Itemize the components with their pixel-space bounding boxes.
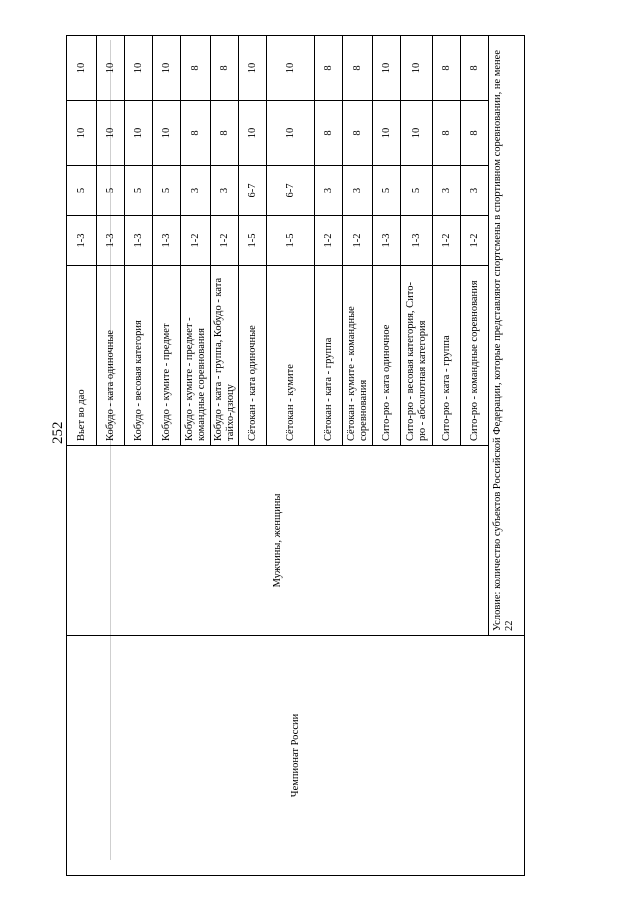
subjects-cell: 10 [125,101,153,166]
discipline-cell: Сито-рю - командные соревнования [461,266,489,446]
competition-cell: Чемпионат России [67,636,525,876]
competitors-cell: 10 [97,36,125,101]
subjects-cell: 10 [401,101,433,166]
places-cell: 1-3 [401,216,433,266]
discipline-cell: Сётокан - ката - группа [315,266,343,446]
teams-cell: 5 [125,166,153,216]
discipline-cell: Кобудо - кумите - предмет - командные соревнования [181,266,211,446]
places-cell: 1-2 [433,216,461,266]
places-cell: 1-3 [153,216,181,266]
subjects-cell: 8 [211,101,239,166]
page-number: 252 [50,421,66,444]
teams-cell: 5 [97,166,125,216]
subjects-cell: 10 [67,101,97,166]
teams-cell: 3 [461,166,489,216]
places-cell: 1-3 [67,216,97,266]
teams-cell: 3 [211,166,239,216]
subjects-cell: 8 [315,101,343,166]
competitors-cell: 8 [211,36,239,101]
teams-cell: 3 [343,166,373,216]
places-cell: 1-2 [315,216,343,266]
places-cell: 1-2 [211,216,239,266]
teams-cell: 5 [153,166,181,216]
teams-cell: 6-7 [239,166,267,216]
places-cell: 1-3 [373,216,401,266]
places-cell: 1-2 [461,216,489,266]
teams-cell: 3 [433,166,461,216]
competition-table [66,36,515,876]
competitors-cell: 10 [125,36,153,101]
places-cell: 1-5 [267,216,315,266]
subjects-cell: 8 [343,101,373,166]
discipline-cell: Кобудо - ката одиночные [97,266,125,446]
places-cell: 1-3 [125,216,153,266]
subjects-cell: 10 [267,101,315,166]
competitors-cell: 8 [343,36,373,101]
places-cell: 1-3 [97,216,125,266]
subjects-cell: 10 [97,101,125,166]
condition-cell: Условие: количество субъектов Российской Федерации, которые представляют спортсмены в спортивном соревновании, не менее 22 [489,36,525,636]
discipline-cell: Кобудо - ката - группа, Кобудо - ката тайхо-дзюцу [211,266,239,446]
competitors-cell: 8 [461,36,489,101]
competitors-cell: 10 [401,36,433,101]
subjects-cell: 10 [239,101,267,166]
discipline-cell: Сито-рю - ката - группа [433,266,461,446]
competitors-cell: 8 [181,36,211,101]
discipline-cell: Кобудо - кумите - предмет [153,266,181,446]
places-cell: 1-5 [239,216,267,266]
teams-cell: 5 [401,166,433,216]
competitors-cell: 10 [267,36,315,101]
competitors-cell: 8 [433,36,461,101]
discipline-cell: Вьет во дао [67,266,97,446]
discipline-cell: Сётокан - кумите [267,266,315,446]
participants-cell: Мужчины, женщины [67,446,489,636]
subjects-cell: 10 [153,101,181,166]
subjects-cell: 10 [373,101,401,166]
discipline-cell: Сито-рю - весовая категория, Сито-рю - абсолютная категория [401,266,433,446]
teams-cell: 5 [67,166,97,216]
discipline-cell: Сётокан - ката одиночные [239,266,267,446]
competitors-cell: 8 [315,36,343,101]
discipline-cell: Кобудо - весовая категория [125,266,153,446]
competitors-cell: 10 [153,36,181,101]
discipline-cell: Сито-рю - ката одиночное [373,266,401,446]
subjects-cell: 8 [461,101,489,166]
competitors-cell: 10 [239,36,267,101]
subjects-cell: 8 [433,101,461,166]
competitors-cell: 10 [373,36,401,101]
competitors-cell: 10 [67,36,97,101]
places-cell: 1-2 [181,216,211,266]
teams-cell: 3 [181,166,211,216]
subjects-cell: 8 [181,101,211,166]
teams-cell: 3 [315,166,343,216]
discipline-cell: Сётокан - кумите - командные соревнования [343,266,373,446]
teams-cell: 6-7 [267,166,315,216]
places-cell: 1-2 [343,216,373,266]
teams-cell: 5 [373,166,401,216]
